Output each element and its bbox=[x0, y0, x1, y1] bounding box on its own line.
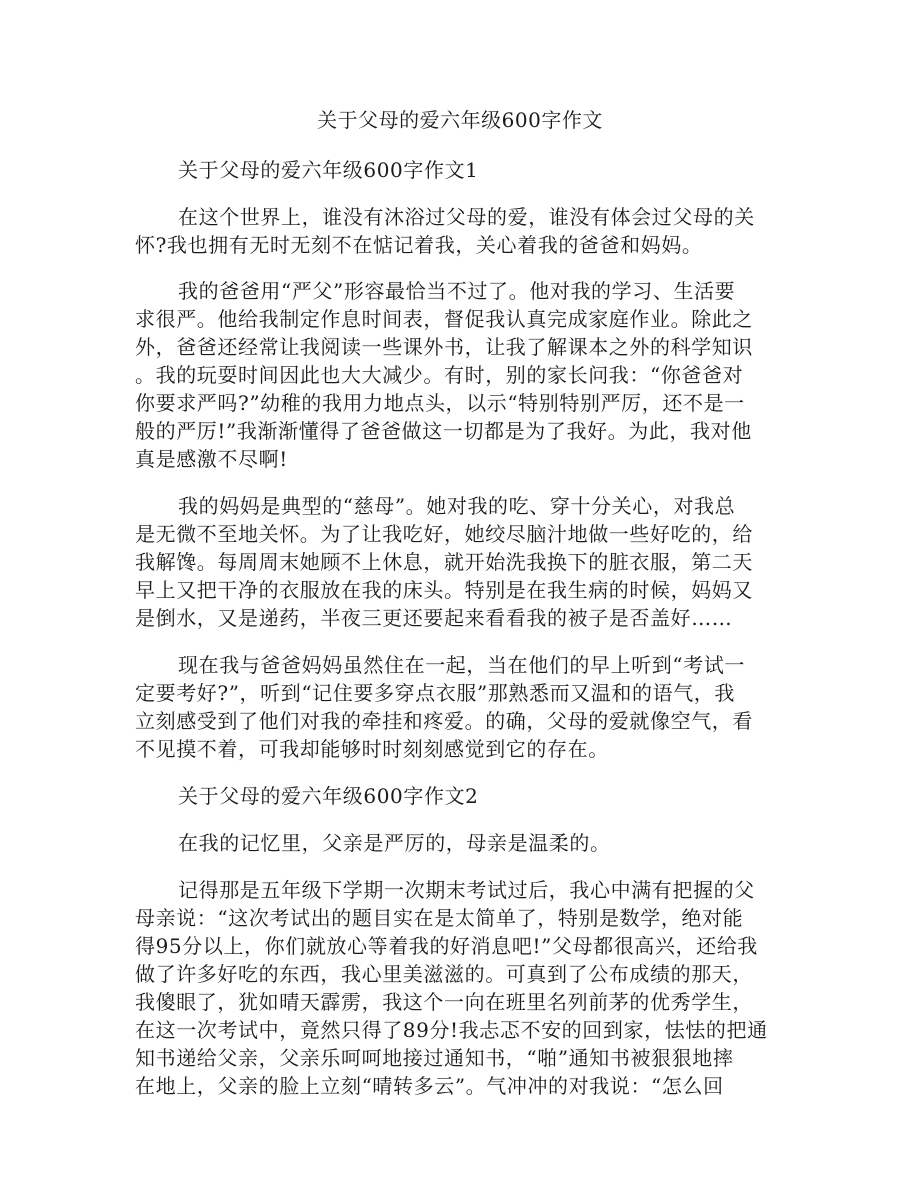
paragraph-line: 记得那是五年级下学期一次期末考试过后，我心中满有把握的父 bbox=[178, 878, 755, 902]
paragraph-line: 早上又把干净的衣服放在我的床头。特别是在我生病的时候，妈妈又 bbox=[135, 578, 753, 602]
paragraph-line: 在我的记忆里，父亲是严厉的，母亲是温柔的。 bbox=[178, 831, 611, 855]
paragraph-line: 外，爸爸还经常让我阅读一些课外书，让我了解课本之外的科学知识 bbox=[135, 335, 753, 359]
section-1-heading: 关于父母的爱六年级600字作文1 bbox=[178, 158, 479, 182]
paragraph-line: 立刻感受到了他们对我的牵挂和疼爱。的确，父母的爱就像空气，看 bbox=[135, 709, 753, 733]
paragraph-line: 得95分以上，你们就放心等着我的好消息吧!”父母都很高兴，还给我 bbox=[135, 934, 758, 958]
paragraph-line: 我的爸爸用“严父”形容最恰当不过了。他对我的学习、生活要 bbox=[178, 279, 736, 303]
paragraph-line: 我解馋。每周周末她顾不上休息，就开始洗我换下的脏衣服，第二天 bbox=[135, 550, 753, 574]
paragraph-line: 。我的玩耍时间因此也大大减少。有时，别的家长问我：“你爸爸对 bbox=[135, 363, 744, 387]
paragraph-line: 真是感激不尽啊! bbox=[135, 447, 288, 471]
paragraph-line: 知书递给父亲，父亲乐呵呵地接过通知书，“啪”通知书被狠狠地摔 bbox=[135, 1046, 734, 1070]
paragraph-line: 在地上，父亲的脸上立刻“晴转多云”。气冲冲的对我说：“怎么回 bbox=[135, 1074, 724, 1098]
paragraph-line: 求很严。他给我制定作息时间表，督促我认真完成家庭作业。除此之 bbox=[135, 307, 753, 331]
paragraph-line: 怀?我也拥有无时无刻不在惦记着我，关心着我的爸爸和妈妈。 bbox=[135, 233, 703, 257]
paragraph-line: 母亲说：“这次考试出的题目实在是太简单了，特别是数学，绝对能 bbox=[135, 906, 744, 930]
paragraph-line: 是倒水，又是递药，半夜三更还要起来看看我的被子是否盖好…… bbox=[135, 606, 733, 630]
paragraph-line: 在这个世界上，谁没有沐浴过父母的爱，谁没有体会过父母的关 bbox=[178, 205, 755, 229]
paragraph-line: 定要考好?”，听到“记住要多穿点衣服”那熟悉而又温和的语气，我 bbox=[135, 681, 735, 705]
paragraph-line: 是无微不至地关怀。为了让我吃好，她绞尽脑汁地做一些好吃的，给 bbox=[135, 522, 753, 546]
paragraph-line: 我傻眼了，犹如晴天霹雳，我这个一向在班里名列前茅的优秀学生， bbox=[135, 990, 753, 1014]
section-2-heading: 关于父母的爱六年级600字作文2 bbox=[178, 784, 479, 808]
document-title: 关于父母的爱六年级600字作文 bbox=[317, 108, 603, 132]
paragraph-line: 我的妈妈是典型的“慈母”。她对我的吃、穿十分关心，对我总 bbox=[178, 494, 736, 518]
paragraph-line: 做了许多好吃的东西，我心里美滋滋的。可真到了公布成绩的那天， bbox=[135, 962, 753, 986]
paragraph-line: 你要求严吗?”幼稚的我用力地点头，以示“特别特别严厉，还不是一 bbox=[135, 391, 745, 415]
paragraph-line: 不见摸不着，可我却能够时时刻刻感觉到它的存在。 bbox=[135, 737, 609, 761]
paragraph-line: 般的严厉!”我渐渐懂得了爸爸做这一切都是为了我好。为此，我对他 bbox=[135, 419, 752, 443]
paragraph-line: 现在我与爸爸妈妈虽然住在一起，当在他们的早上听到“考试一 bbox=[178, 653, 746, 677]
paragraph-line: 在这一次考试中，竟然只得了89分!我忐忑不安的回到家，怯怯的把通 bbox=[135, 1018, 768, 1042]
